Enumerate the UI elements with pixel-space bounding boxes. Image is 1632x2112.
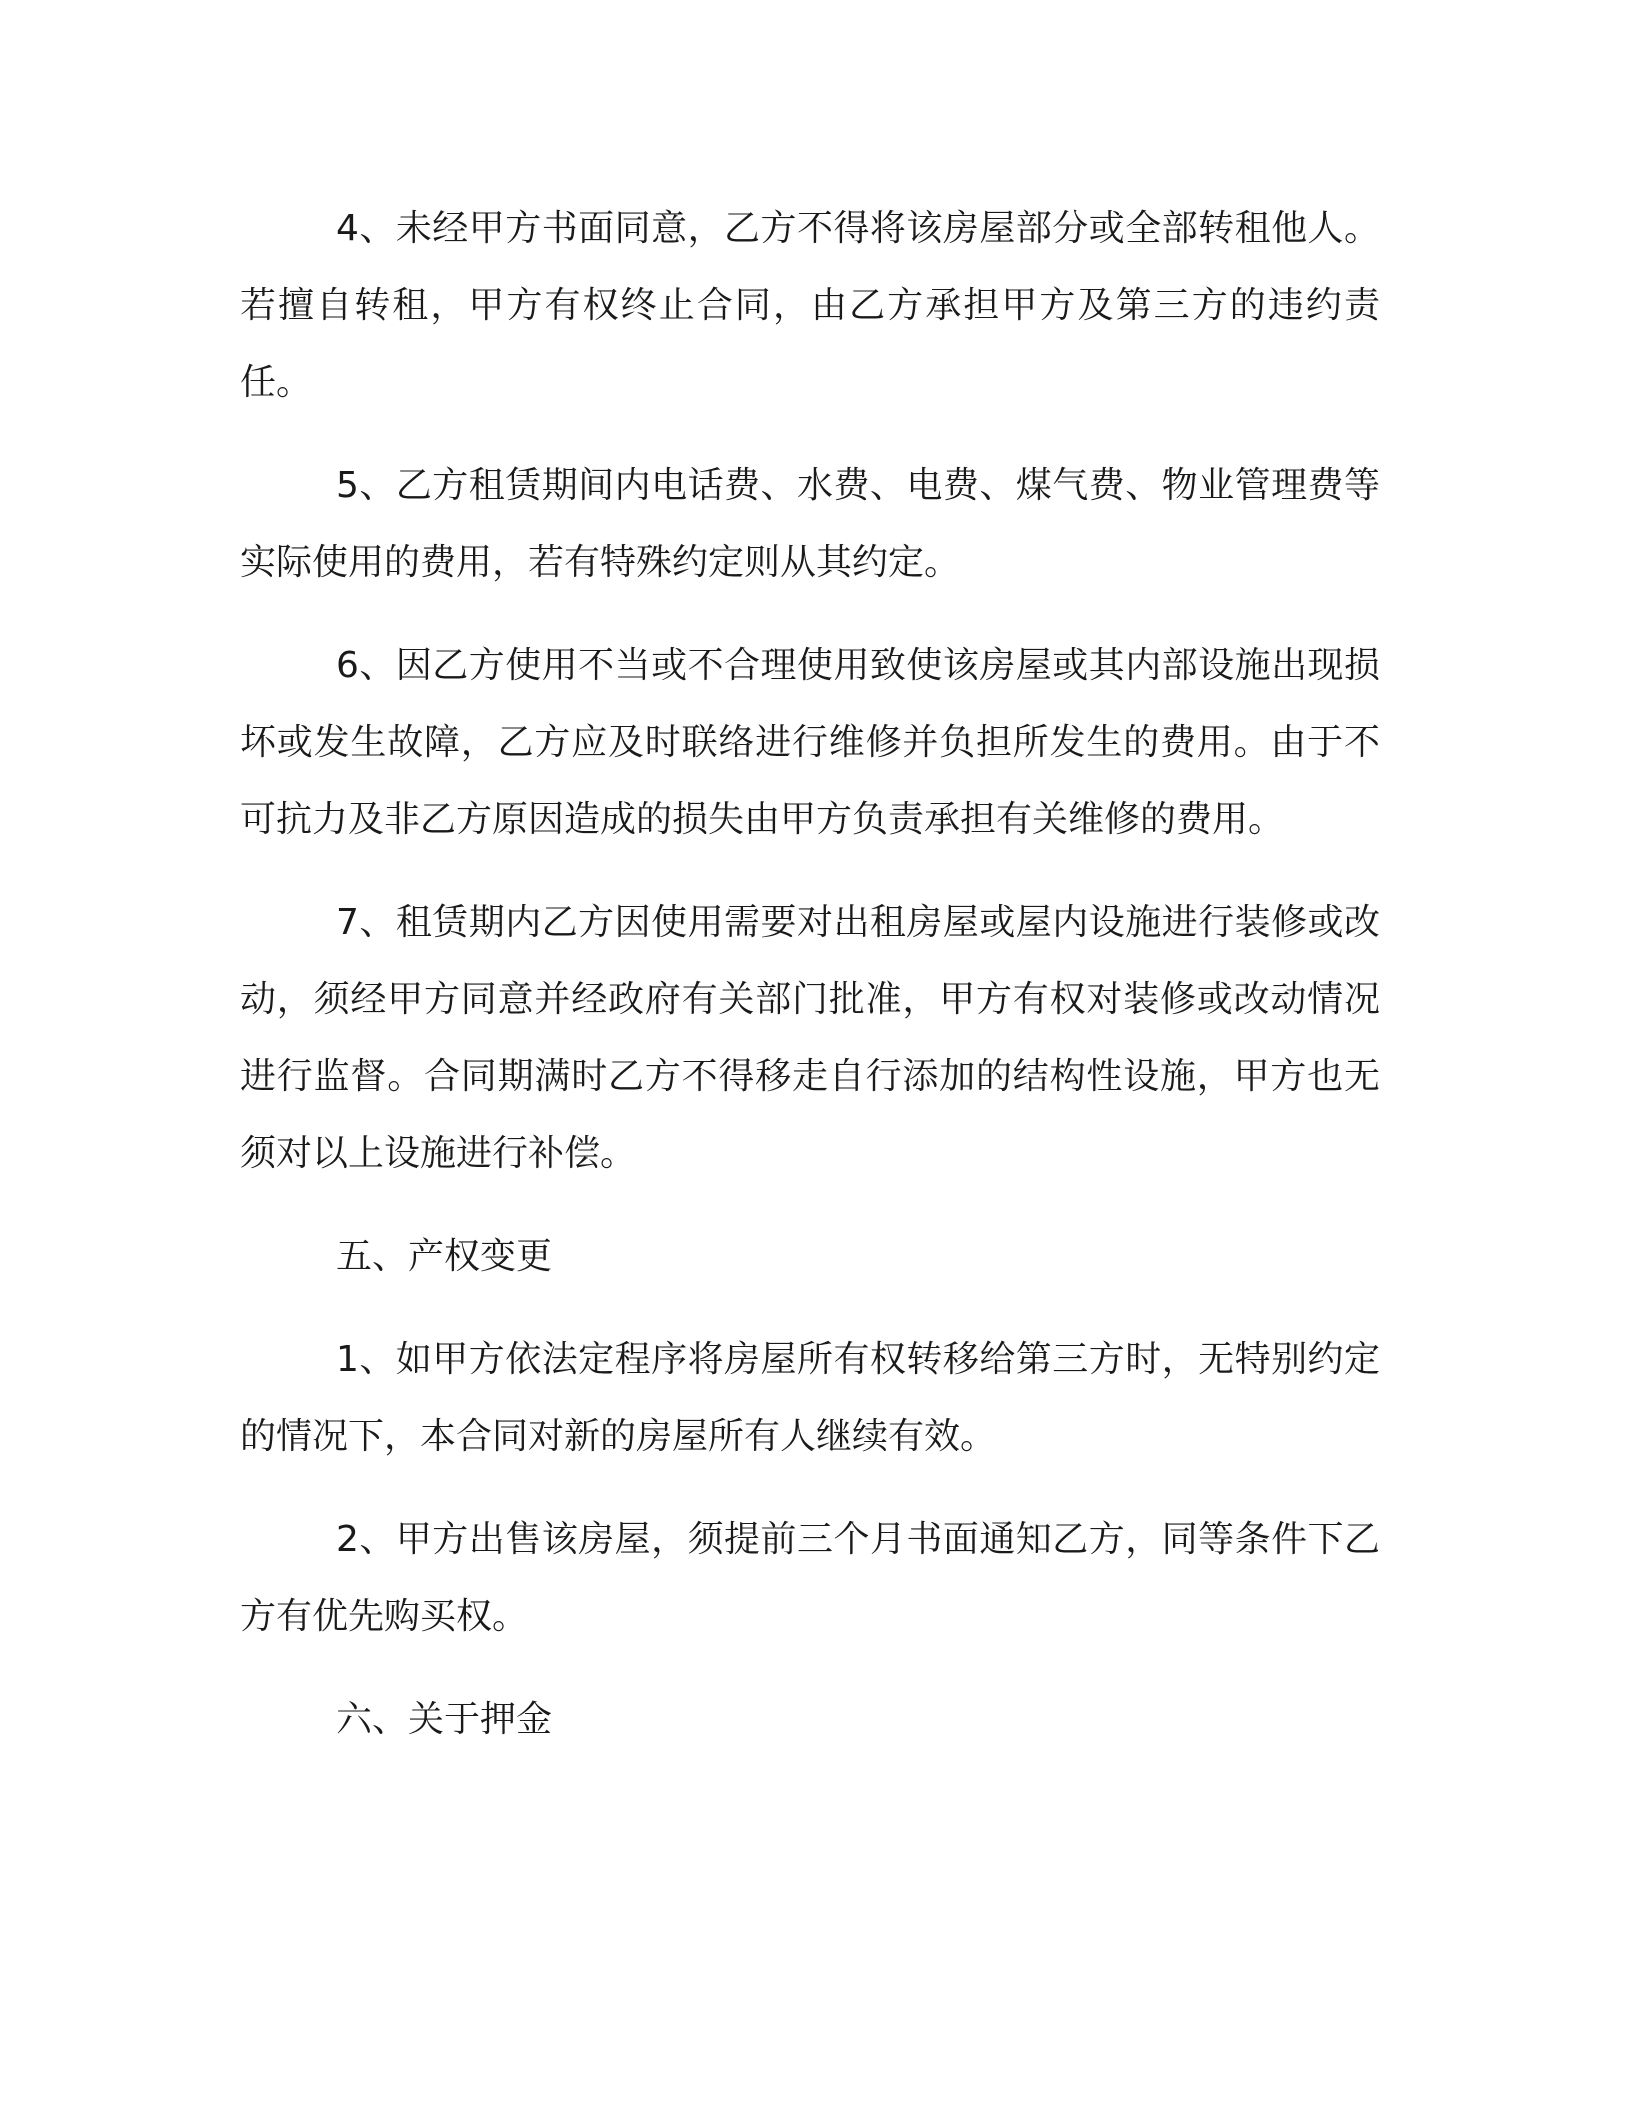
clause-4-7-paragraph: 7、租赁期内乙方因使用需要对出租房屋或屋内设施进行装修或改动，须经甲方同意并经政府有关部门批准，甲方有权对装修或改动情况进行监督。合同期满时乙方不得移走自行添加的结构性设施，甲方也无须对以上设施进行补偿。 [240, 902, 1380, 1174]
clause-4-6-paragraph: 6、因乙方使用不当或不合理使用致使该房屋或其内部设施出现损坏或发生故障，乙方应及时联络进行维修并负担所发生的费用。由于不可抗力及非乙方原因造成的损失由甲方负责承担有关维修的费用。 [240, 645, 1380, 840]
clause-5-2-paragraph: 2、甲方出售该房屋，须提前三个月书面通知乙方，同等条件下乙方有优先购买权。 [240, 1519, 1380, 1637]
section-5-heading: 五、产权变更 [336, 1236, 553, 1277]
clause-5-1-paragraph: 1、如甲方依法定程序将房屋所有权转移给第三方时，无特别约定的情况下，本合同对新的房屋所有人继续有效。 [240, 1339, 1380, 1457]
clause-4-4-paragraph: 4、未经甲方书面同意，乙方不得将该房屋部分或全部转租他人。若擅自转租，甲方有权终止合同，由乙方承担甲方及第三方的违约责任。 [240, 208, 1380, 403]
clause-4-5-paragraph: 5、乙方租赁期间内电话费、水费、电费、煤气费、物业管理费等实际使用的费用，若有特殊约定则从其约定。 [240, 465, 1380, 583]
section-6-heading: 六、关于押金 [336, 1699, 553, 1740]
document-body [240, 190, 1380, 1784]
